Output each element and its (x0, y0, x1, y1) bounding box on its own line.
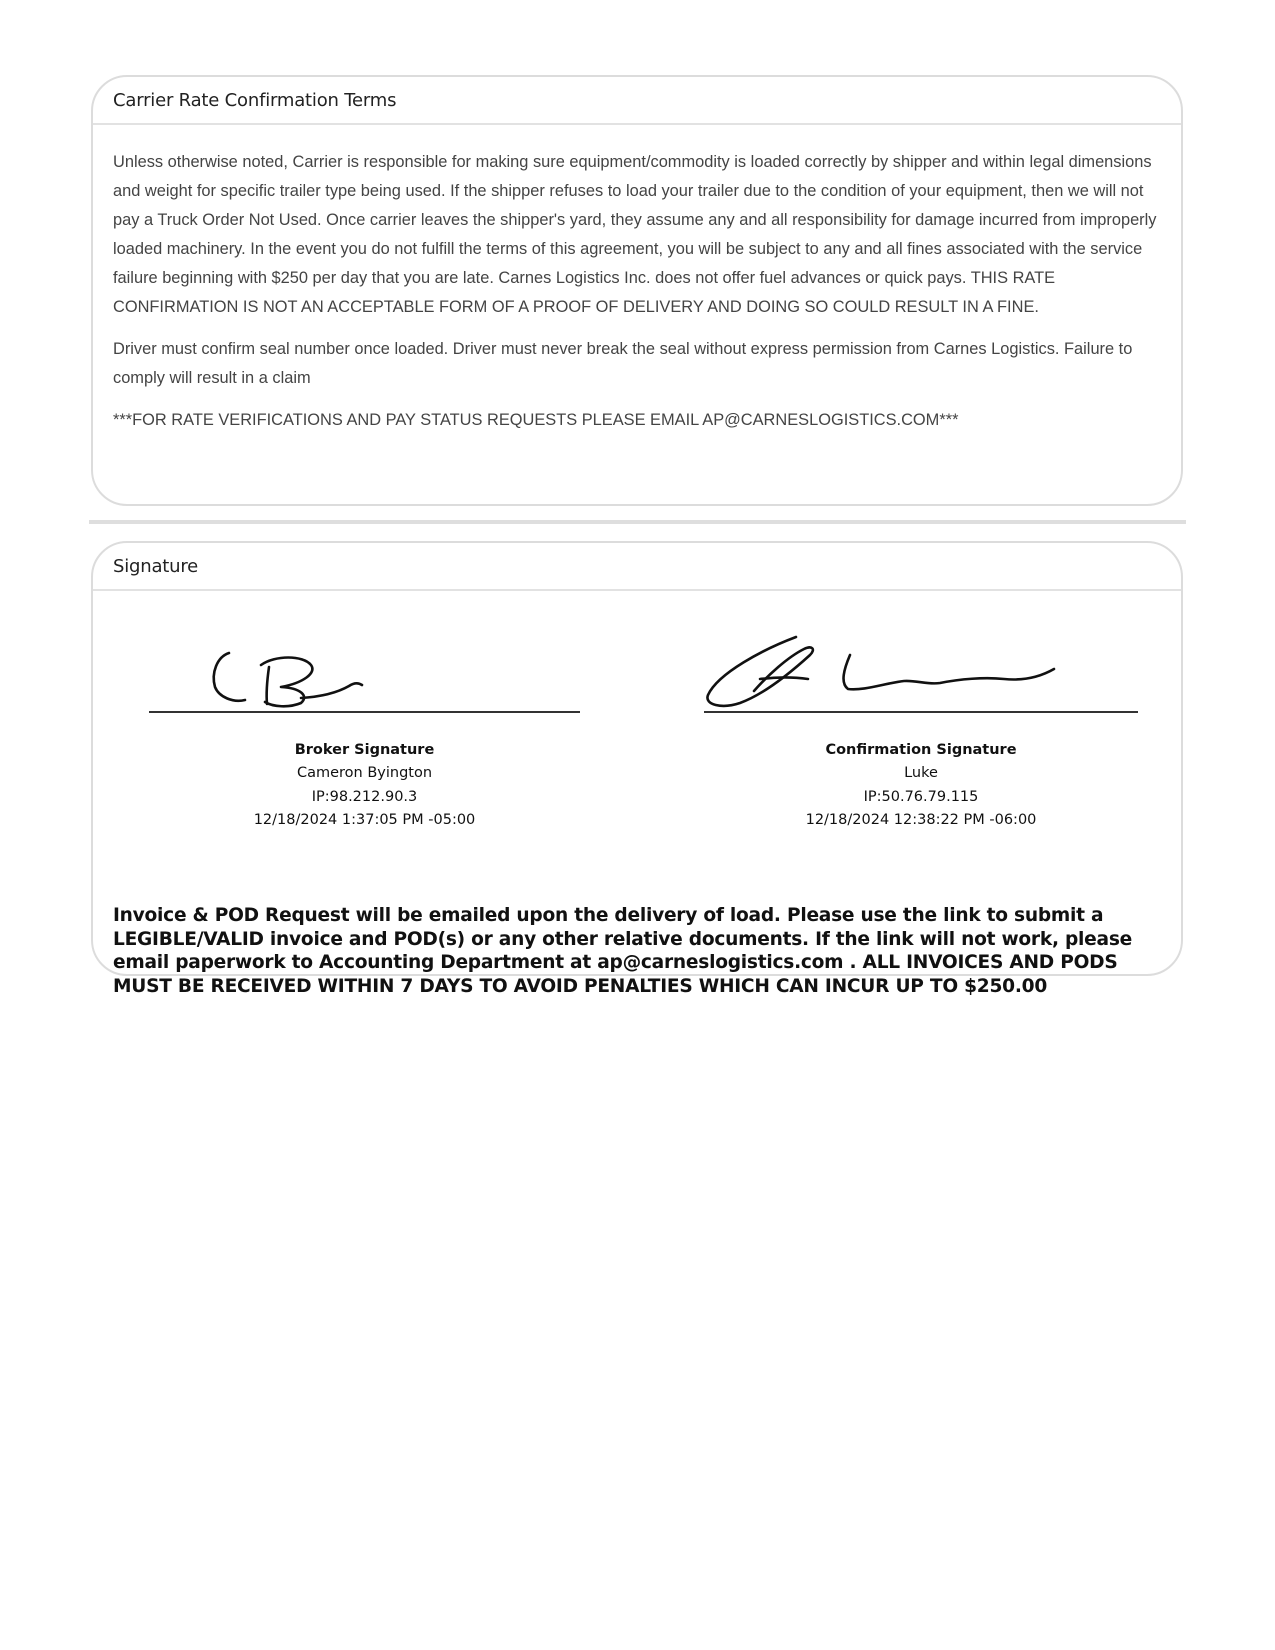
terms-body (93, 148, 1181, 435)
section-divider (89, 520, 1186, 524)
broker-signature-image (149, 591, 580, 711)
confirmation-signature-label: Confirmation Signature (825, 742, 1017, 758)
broker-signature-label: Broker Signature (294, 742, 435, 758)
broker-timestamp: 12/18/2024 1:37:05 PM -05:00 (253, 812, 476, 828)
confirmation-signature-block (704, 591, 1138, 833)
confirmation-timestamp: 12/18/2024 12:38:22 PM -06:00 (805, 812, 1037, 828)
signature-card (91, 541, 1183, 997)
terms-paragraph: Unless otherwise noted, Carrier is responsible for making sure equipment/commodity is loaded correctly by shipper and within legal dimensions and weight for specific trailer type being used. If the shipper refuses to load your trailer due to the condition of your equipment, then we will not pay a Truck Order Not Used. Once carrier leaves the shipper's yard, they assume any and all responsibility for damage incurred from improperly loaded machinery. In the event you do not fulfill the terms of this agreement, you will be subject to any and all fines associated with the service failure beginning with $250 per day that you are late. Carnes Logistics Inc. does not offer fuel advances or quick pays. THIS RATE CONFIRMATION IS NOT AN ACCEPTABLE FORM OF A PROOF OF DELIVERY AND DOING SO COULD RESULT IN A FINE. (113, 153, 1157, 316)
broker-ip: IP:98.212.90.3 (311, 788, 418, 805)
terms-title: Carrier Rate Confirmation Terms (93, 77, 1181, 125)
confirmation-ip: IP:50.76.79.115 (863, 788, 979, 805)
invoice-pod-notice: Invoice & POD Request will be emailed upon the delivery of load. Please use the link to submit a LEGIBLE/VALID invoice and POD(s) or any other relative documents. If the link will not work, please email paperwork to Accounting Department at ap@carneslogistics.com . ALL INVOICES AND PODS MUST BE RECEIVED WITHIN 7 DAYS TO AVOID PENALTIES WHICH CAN INCUR UP TO $250.00 (113, 905, 1133, 997)
confirmation-signature-line (704, 711, 1138, 713)
seal-paragraph: Driver must confirm seal number once loaded. Driver must never break the seal without express permission from Carnes Logistics. Failure to comply will result in a claim (113, 340, 1133, 387)
signature-area (93, 591, 1181, 997)
confirmation-signature-image (704, 591, 1138, 711)
broker-signature-block (149, 591, 580, 833)
signature-title: Signature (93, 543, 1181, 591)
broker-name: Cameron Byington (296, 765, 433, 781)
email-notice: ***FOR RATE VERIFICATIONS AND PAY STATUS REQUESTS PLEASE EMAIL AP@CARNESLOGISTICS.COM*** (113, 411, 959, 429)
broker-signature-line (149, 711, 580, 713)
confirmation-name: Luke (904, 765, 938, 781)
terms-card (91, 75, 1183, 506)
